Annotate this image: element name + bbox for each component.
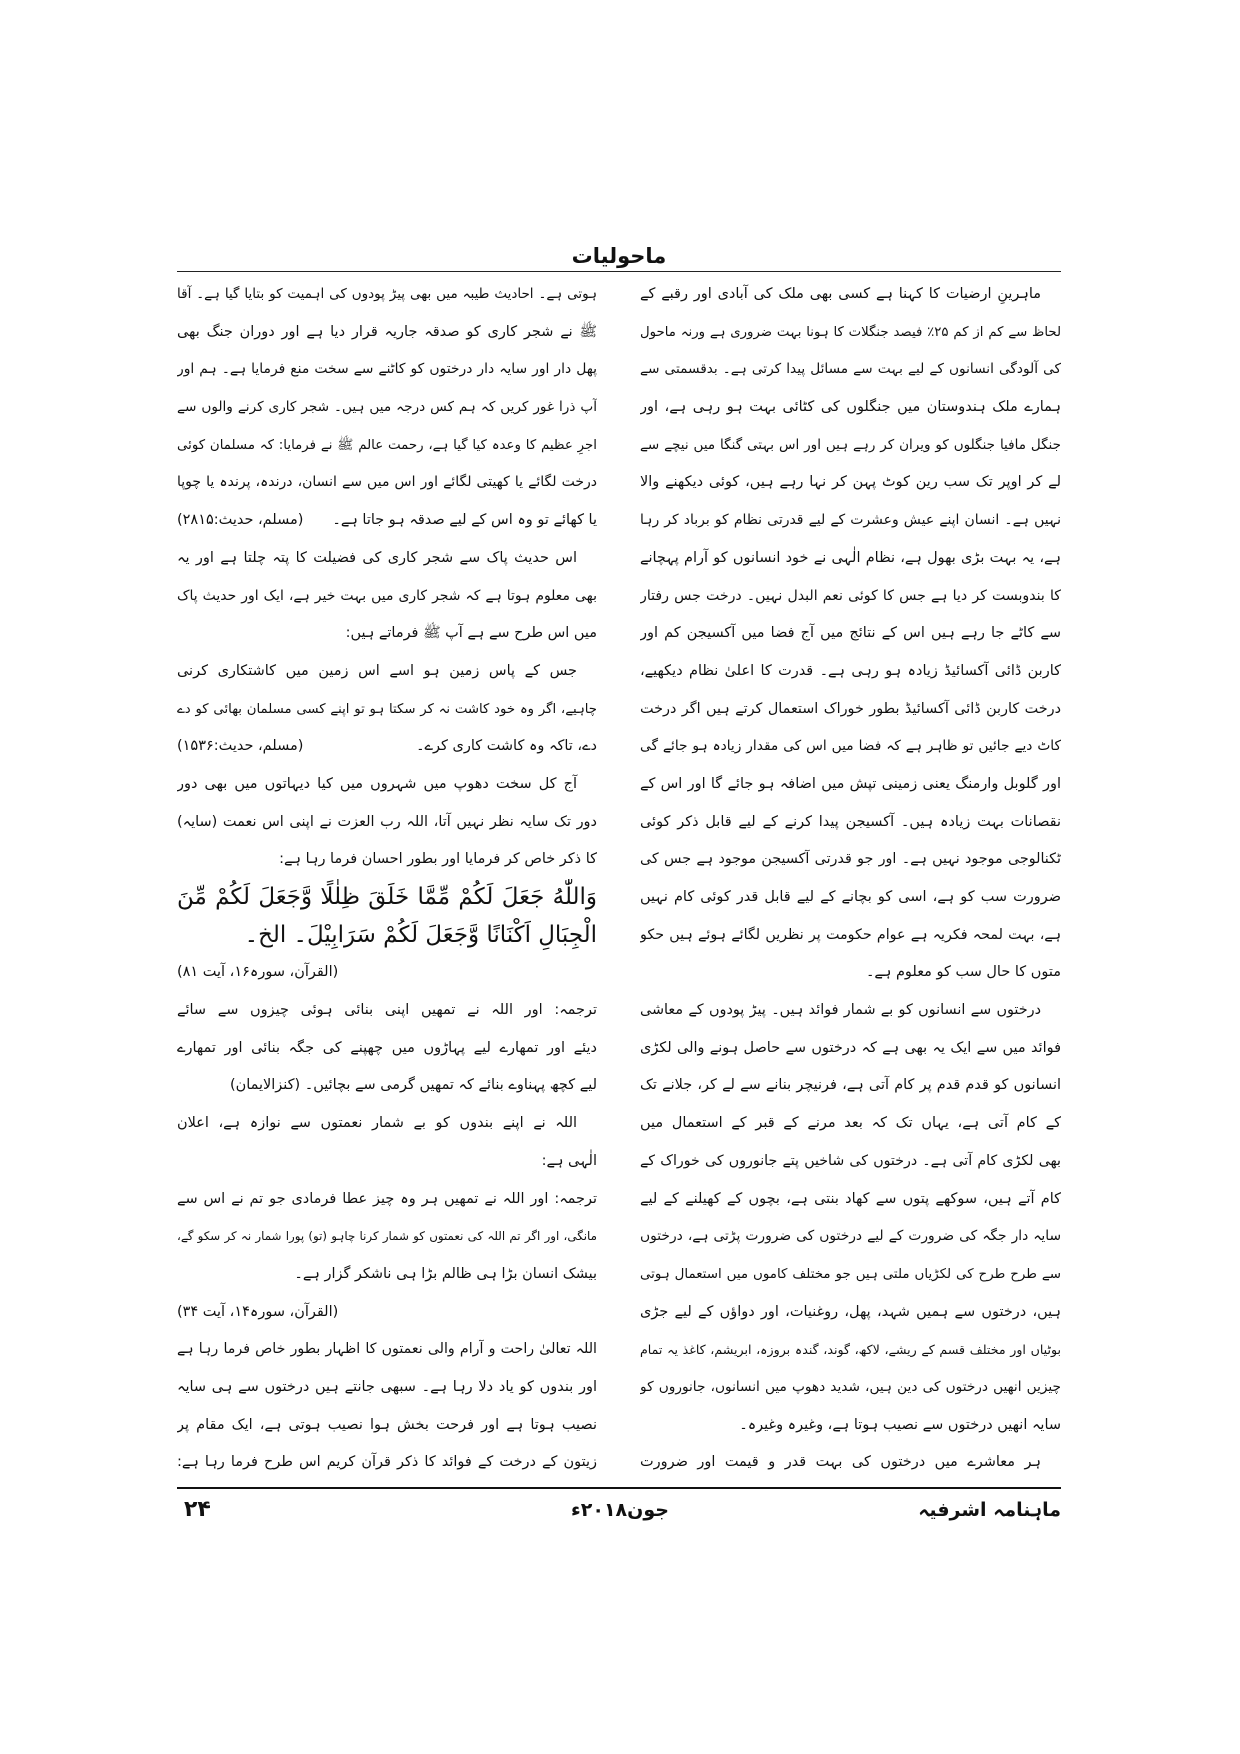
- line-text: کی آلودگی انسانوں کے لیے بہت سے مسائل پیدا کرتی ہے۔ بدقسمتی سے: [640, 361, 1061, 378]
- footer-divider: [177, 1487, 1061, 1489]
- text-line: [177, 766, 597, 804]
- line-text: کام آتے ہیں، سوکھے پتوں سے کھاد بنتی ہے، بچوں کے کھیلنے کے لیے: [640, 1190, 1061, 1207]
- line-text: ﷺ نے شجر کاری کو صدقہ جاریہ قرار دیا ہے اور دوران جنگ بھی: [177, 323, 597, 340]
- text-line: [177, 1256, 597, 1294]
- text-line: [640, 879, 1061, 917]
- line-text: ترجمہ: اور اللہ نے تمھیں ہر وہ چیز عطا فرمادی جو تم نے اس سے: [177, 1190, 597, 1207]
- text-line: [640, 1143, 1061, 1181]
- text-line: [177, 1143, 597, 1181]
- text-line: [640, 1256, 1061, 1294]
- line-text: ماہرینِ ارضیات کا کہنا ہے کسی بھی ملک کی آبادی اور رقبے کے: [640, 286, 1041, 302]
- text-line: [640, 691, 1061, 729]
- line-text: نہیں ہے۔ انسان اپنے عیش وعشرت کے لیے قدرتی نظام کو برباد کر رہا: [640, 512, 1061, 529]
- text-line: [640, 1294, 1061, 1332]
- text-line: [640, 1444, 1061, 1482]
- text-line: [177, 427, 597, 465]
- text-column-right: [640, 276, 1061, 1483]
- text-line: [640, 1331, 1061, 1369]
- line-text: نصیب ہوتا ہے اور فرحت بخش ہوا نصیب ہوتی ہے، ایک مقام پر: [177, 1416, 597, 1433]
- line-text: زیتون کے درخت کے فوائد کا ذکر قرآن کریم اس طرح فرما رہا ہے:: [177, 1454, 597, 1471]
- text-line: [177, 1218, 597, 1256]
- quran-verse-line: [177, 917, 597, 955]
- text-line: [177, 804, 597, 842]
- line-text: ضرورت سب کو ہے، اسی کو بچانے کے لیے قابل قدر کوئی کام نہیں: [640, 889, 1061, 905]
- line-text: سے کاٹے جا رہے ہیں اس کے نتائج میں آج فضا میں آکسیجن کم اور: [640, 625, 1061, 642]
- text-line: [177, 841, 597, 879]
- text-line: [177, 1030, 597, 1068]
- line-text: جنگل مافیا جنگلوں کو ویران کر رہے ہیں اور اس بہتی گنگا میں نیچے سے: [640, 436, 1061, 453]
- text-line: [177, 728, 597, 766]
- text-line: [640, 540, 1061, 578]
- text-line: [640, 314, 1061, 352]
- hadith-citation: (مسلم، حدیث:۱۵۳۶): [177, 738, 304, 755]
- quran-verse-line: [177, 879, 597, 917]
- text-line: [640, 954, 1061, 992]
- quran-citation: [177, 954, 597, 992]
- text-line: [640, 389, 1061, 427]
- line-text: اجرِ عظیم کا وعدہ کیا گیا ہے، رحمت عالم ﷺ نے فرمایا: کہ مسلمان کوئی: [177, 437, 597, 453]
- text-line: [177, 1444, 597, 1482]
- text-line: [640, 1030, 1061, 1068]
- line-text: لیے کچھ پہناوے بنائے کہ تمھیں گرمی سے بچائیں۔ (کنزالایمان): [229, 1077, 597, 1094]
- text-line: [640, 804, 1061, 842]
- line-text: کا بندوبست کر دیا ہے جس کا کوئی نعم البدل نہیں۔ درخت جس رفتار: [640, 587, 1061, 604]
- line-text: ہمارے ملک ہندوستان میں جنگلوں کی کٹائی بہت ہو رہی ہے، اور: [640, 399, 1061, 416]
- line-text: لے کر اوپر تک سب رین کوٹ پہن کر نہا رہے ہیں، کوئی دیکھنے والا: [640, 474, 1061, 491]
- line-text: ترجمہ: اور اللہ نے تمھیں اپنی بنائی ہوئی چیزوں سے سائے: [177, 1002, 597, 1019]
- line-text: کاربن ڈائی آکسائیڈ زیادہ ہو رہی ہے۔ قدرت کا اعلیٰ نظام دیکھیے،: [640, 662, 1061, 679]
- line-text: وَاللّٰهُ جَعَلَ لَكُمْ مِّمَّا خَلَقَ ظِلٰلًا وَّجَعَلَ لَكُمْ مِّنَ: [177, 884, 597, 910]
- header-divider: [177, 271, 1061, 272]
- line-text: (القرآن، سورہ۱۴، آیت ۳۴): [177, 1303, 339, 1320]
- text-line: [177, 314, 597, 352]
- text-line: [640, 578, 1061, 616]
- line-text: ٹکنالوجی موجود نہیں ہے۔ اور جو قدرتی آکسیجن موجود ہے جس کی: [640, 851, 1061, 868]
- text-line: [640, 351, 1061, 389]
- line-text: آج کل سخت دھوپ میں شہروں میں کیا دیہاتوں میں بھی دور: [177, 775, 577, 792]
- line-text: پھل دار اور سایہ دار درختوں کو کاٹنے سے سخت منع فرمایا ہے۔ ہم اور: [177, 361, 597, 378]
- text-line: [177, 1369, 597, 1407]
- line-text: دیئے اور تمھارے لیے پہاڑوں میں چھپنے کی جگہ بنائی اور تمھارے: [177, 1039, 597, 1056]
- text-column-left: [177, 276, 597, 1483]
- text-line: [177, 1407, 597, 1445]
- text-line: [640, 992, 1061, 1030]
- line-text: ہوتی ہے۔ احادیث طیبہ میں بھی پیڑ پودوں کی اہمیت کو بتایا گیا ہے۔ آقا: [177, 286, 597, 302]
- hadith-citation: (مسلم، حدیث:۲۸۱۵): [177, 512, 304, 529]
- text-line: [177, 1067, 597, 1105]
- line-text: فوائد میں سے ایک یہ بھی ہے کہ درختوں سے حاصل ہونے والی لکڑی: [640, 1039, 1061, 1056]
- text-line: [640, 1105, 1061, 1143]
- text-line: [177, 276, 597, 314]
- line-text: چاہیے، اگر وہ خود کاشت نہ کر سکتا ہو تو اپنے کسی مسلمان بھائی کو دے: [177, 701, 597, 717]
- line-text: درختوں سے انسانوں کو بے شمار فوائد ہیں۔ پیڑ پودوں کے معاشی: [640, 1002, 1041, 1019]
- text-line: [640, 1067, 1061, 1105]
- line-text: جس کے پاس زمین ہو اسے اس زمین میں کاشتکاری کرنی: [177, 662, 577, 679]
- line-text: الْجِبَالِ اَكْنَانًا وَّجَعَلَ لَكُمْ سَرَابِيْلَ۔ الخ۔: [244, 921, 597, 948]
- line-text: (القرآن، سورہ۱۶، آیت ۸۱): [177, 964, 339, 981]
- line-text: بیشک انسان بڑا ہی ظالم بڑا ہی ناشکر گزار ہے۔: [294, 1265, 597, 1282]
- text-line: [640, 653, 1061, 691]
- line-text: لحاظ سے کم از کم ۲۵٪ فیصد جنگلات کا ہونا بہت ضروری ہے ورنہ ماحول: [640, 324, 1061, 340]
- line-text: کے کام آتی ہے، یہاں تک کہ بعد مرنے کے قبر کے استعمال میں: [640, 1115, 1061, 1132]
- line-text: اللہ نے اپنے بندوں کو بے شمار نعمتوں سے نوازہ ہے، اعلان: [177, 1115, 577, 1132]
- text-line: [177, 351, 597, 389]
- line-text: بھی معلوم ہوتا ہے کہ شجر کاری میں بہت خیر ہے، ایک اور حدیث پاک: [177, 587, 597, 604]
- text-line: [640, 615, 1061, 653]
- text-line: [640, 1181, 1061, 1219]
- issue-date: جون۲۰۱۸ء: [571, 1499, 669, 1521]
- text-line: [640, 917, 1061, 955]
- line-text: درخت کاربن ڈائی آکسائیڈ بطور خوراک استعمال کرتے ہیں اگر درخت: [640, 700, 1061, 717]
- text-line: [177, 502, 597, 540]
- line-text: سایہ دار جگہ کی ضرورت کے لیے درختوں کی ضرورت پڑتی ہے، درختوں: [640, 1228, 1061, 1245]
- text-line: [177, 578, 597, 616]
- line-text: آپ ذرا غور کریں کہ ہم کس درجہ میں ہیں۔ شجر کاری کرنے والوں سے: [177, 399, 597, 416]
- text-line: [177, 1181, 597, 1219]
- line-text: بھی لکڑی کام آتی ہے۔ درختوں کی شاخیں پتے جانوروں کی خوراک کے: [640, 1152, 1061, 1169]
- line-text: اور بندوں کو یاد دلا رہا ہے۔ سبھی جانتے ہیں درختوں سے ہی سایہ: [177, 1378, 597, 1395]
- text-line: [640, 766, 1061, 804]
- line-text: کاٹ دیے جائیں تو ظاہر ہے کہ فضا میں اس کی مقدار زیادہ ہو جائے گی: [640, 738, 1061, 755]
- text-line: [177, 653, 597, 691]
- line-text: ہے، یہ بہت بڑی بھول ہے، نظام الٰہی نے خود انسانوں کو آرام پہچانے: [640, 549, 1061, 566]
- line-text: الٰہی ہے:: [541, 1152, 597, 1169]
- line-text: اس حدیث پاک سے شجر کاری کی فضیلت کا پتہ چلتا ہے اور یہ: [177, 549, 577, 566]
- line-text: درخت لگائے یا کھیتی لگائے اور اس میں سے انسان، درندہ، پرندہ یا چوپا: [177, 474, 597, 491]
- line-text: ہے، بہت لمحہ فکریہ ہے عوام حکومت پر نظریں لگائے ہوئے ہیں حکو: [640, 926, 1061, 943]
- text-line: [640, 502, 1061, 540]
- line-text: ہر معاشرے میں درختوں کی بہت قدر و قیمت اور ضرورت: [640, 1454, 1041, 1471]
- line-text: میں اس طرح سے ہے آپ ﷺ فرماتے ہیں:: [345, 625, 597, 642]
- line-text: سایہ انھیں درختوں سے نصیب ہوتا ہے، وغیرہ وغیرہ۔: [739, 1416, 1061, 1433]
- text-line: [177, 1331, 597, 1369]
- section-title: ماحولیات: [571, 244, 667, 268]
- line-text: چیزیں انھیں درختوں کی دین ہیں، شدید دھوپ میں انسانوں، جانوروں کو: [640, 1378, 1061, 1395]
- text-line: [640, 464, 1061, 502]
- line-text: دور تک سایہ نظر نہیں آتا، اللہ رب العزت نے اپنی اس نعمت (سایہ): [177, 813, 597, 830]
- text-line: [640, 1407, 1061, 1445]
- line-text: دے، تاکہ وہ کاشت کاری کرے۔: [416, 738, 597, 755]
- text-line: [640, 841, 1061, 879]
- text-line: [177, 464, 597, 502]
- text-line: [177, 691, 597, 729]
- text-line: [640, 728, 1061, 766]
- line-text: مانگی، اور اگر تم اللہ کی نعمتوں کو شمار کرنا چاہو (تو) پورا شمار نہ کر سکو گے،: [177, 1229, 597, 1244]
- line-text: اللہ تعالیٰ راحت و آرام والی نعمتوں کا اظہار بطور خاص فرما رہا ہے: [177, 1341, 597, 1358]
- text-line: [177, 992, 597, 1030]
- line-text: انسانوں کو قدم قدم پر کام آتی ہے، فرنیچر بنانے سے لے کر، جلانے تک: [640, 1077, 1061, 1094]
- text-line: [640, 1369, 1061, 1407]
- text-line: [177, 540, 597, 578]
- text-line: [177, 615, 597, 653]
- line-text: نقصانات بہت زیادہ ہیں۔ آکسیجن پیدا کرنے کے لیے قابل ذکر کوئی: [640, 813, 1061, 830]
- text-line: [177, 389, 597, 427]
- text-line: [640, 276, 1061, 314]
- line-text: ہیں، درختوں سے ہمیں شہد، پھل، روغنیات، اور دواؤں کے لیے جڑی: [640, 1303, 1061, 1320]
- quran-citation: [177, 1294, 597, 1332]
- text-line: [640, 427, 1061, 465]
- line-text: سے طرح طرح کی لکڑیاں ملتی ہیں جو مختلف کاموں میں استعمال ہوتی: [640, 1266, 1061, 1282]
- page-number: ۲۴: [184, 1497, 211, 1522]
- line-text: کا ذکر خاص کر فرمایا اور بطور احسان فرما رہا ہے:: [279, 851, 597, 868]
- magazine-name: ماہنامہ اشرفیہ: [918, 1499, 1061, 1521]
- text-line: [640, 1218, 1061, 1256]
- line-text: متوں کا حال سب کو معلوم ہے۔: [865, 964, 1061, 981]
- line-text: بوٹیاں اور مختلف قسم کے ریشے، لاکھ، گوند، گندہ بروزہ، ابریشم، کاغذ یہ تمام: [640, 1342, 1061, 1358]
- line-text: یا کھائے تو وہ اس کے لیے صدقہ ہو جاتا ہے۔: [332, 512, 597, 529]
- text-line: [177, 1105, 597, 1143]
- line-text: اور گلوبل وارمنگ یعنی زمینی تپش میں اضافہ ہو جائے گا اور اس کے: [640, 775, 1061, 792]
